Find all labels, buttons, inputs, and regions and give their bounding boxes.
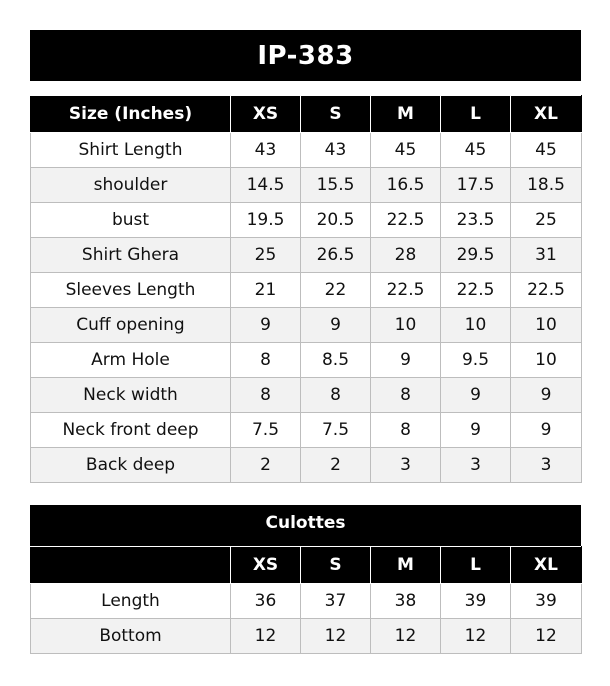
table-row [31,273,582,308]
measurement-label: Length [31,584,231,619]
measurement-value: 8 [301,378,371,413]
measurement-value: 17.5 [441,168,511,203]
column-header [31,547,231,584]
measurement-value: 9 [231,308,301,343]
measurement-value: 8.5 [301,343,371,378]
measurement-value: 9 [301,308,371,343]
table-row [31,343,582,378]
measurement-value: 2 [231,448,301,483]
measurement-value: 9 [371,343,441,378]
measurement-value: 36 [231,584,301,619]
measurement-value: 23.5 [441,203,511,238]
measurement-value: 45 [511,133,582,168]
measurement-value: 45 [441,133,511,168]
measurement-label: Shirt Length [31,133,231,168]
table-row [31,168,582,203]
measurement-value: 10 [371,308,441,343]
column-header: XS [231,547,301,584]
measurement-value: 37 [301,584,371,619]
measurement-value: 12 [441,619,511,654]
measurement-value: 22.5 [371,273,441,308]
measurement-value: 8 [231,378,301,413]
measurement-value: 9 [511,378,582,413]
column-header: XL [511,96,582,133]
measurement-value: 25 [511,203,582,238]
measurement-value: 10 [511,308,582,343]
column-header: M [371,96,441,133]
table-row [31,619,582,654]
measurement-value: 29.5 [441,238,511,273]
measurement-value: 8 [231,343,301,378]
column-header: L [441,96,511,133]
measurement-label: Neck front deep [31,413,231,448]
measurement-label: Neck width [31,378,231,413]
measurement-value: 12 [371,619,441,654]
measurement-value: 7.5 [301,413,371,448]
measurement-value: 22.5 [441,273,511,308]
measurement-value: 22.5 [511,273,582,308]
measurement-label: Shirt Ghera [31,238,231,273]
measurement-value: 28 [371,238,441,273]
measurement-value: 22.5 [371,203,441,238]
table-row [31,238,582,273]
measurement-value: 38 [371,584,441,619]
measurement-value: 9.5 [441,343,511,378]
column-header: S [301,96,371,133]
table-row [31,413,582,448]
column-header: XL [511,547,582,584]
table-row [31,584,582,619]
measurement-value: 19.5 [231,203,301,238]
table-row [31,448,582,483]
measurement-value: 3 [441,448,511,483]
column-header: S [301,547,371,584]
measurement-value: 8 [371,413,441,448]
measurement-value: 12 [511,619,582,654]
measurement-label: bust [31,203,231,238]
measurement-value: 12 [231,619,301,654]
measurement-value: 8 [371,378,441,413]
measurement-value: 12 [301,619,371,654]
measurement-value: 39 [441,584,511,619]
measurement-label: Bottom [31,619,231,654]
measurement-value: 3 [371,448,441,483]
culottes-section-title: Culottes [30,505,581,547]
table-row [31,203,582,238]
measurement-value: 31 [511,238,582,273]
measurement-value: 16.5 [371,168,441,203]
column-header: M [371,547,441,584]
size-chart-header-row [31,96,582,133]
measurement-label: Cuff opening [31,308,231,343]
measurement-value: 7.5 [231,413,301,448]
column-header: L [441,547,511,584]
culottes-header-row [31,547,582,584]
measurement-label: Back deep [31,448,231,483]
measurement-value: 2 [301,448,371,483]
measurement-value: 20.5 [301,203,371,238]
measurement-value: 21 [231,273,301,308]
measurement-value: 10 [441,308,511,343]
measurement-value: 45 [371,133,441,168]
measurement-value: 22 [301,273,371,308]
measurement-value: 43 [301,133,371,168]
measurement-label: Sleeves Length [31,273,231,308]
measurement-value: 39 [511,584,582,619]
measurement-value: 15.5 [301,168,371,203]
column-header: Size (Inches) [31,96,231,133]
measurement-value: 10 [511,343,582,378]
culottes-table [30,546,582,654]
measurement-value: 9 [441,378,511,413]
measurement-value: 26.5 [301,238,371,273]
measurement-label: shoulder [31,168,231,203]
measurement-value: 25 [231,238,301,273]
measurement-value: 9 [441,413,511,448]
measurement-value: 3 [511,448,582,483]
measurement-value: 14.5 [231,168,301,203]
measurement-label: Arm Hole [31,343,231,378]
size-chart-table [30,95,582,483]
column-header: XS [231,96,301,133]
table-row [31,133,582,168]
table-row [31,308,582,343]
measurement-value: 18.5 [511,168,582,203]
page-title: IP-383 [30,30,581,81]
measurement-value: 43 [231,133,301,168]
measurement-value: 9 [511,413,582,448]
table-row [31,378,582,413]
